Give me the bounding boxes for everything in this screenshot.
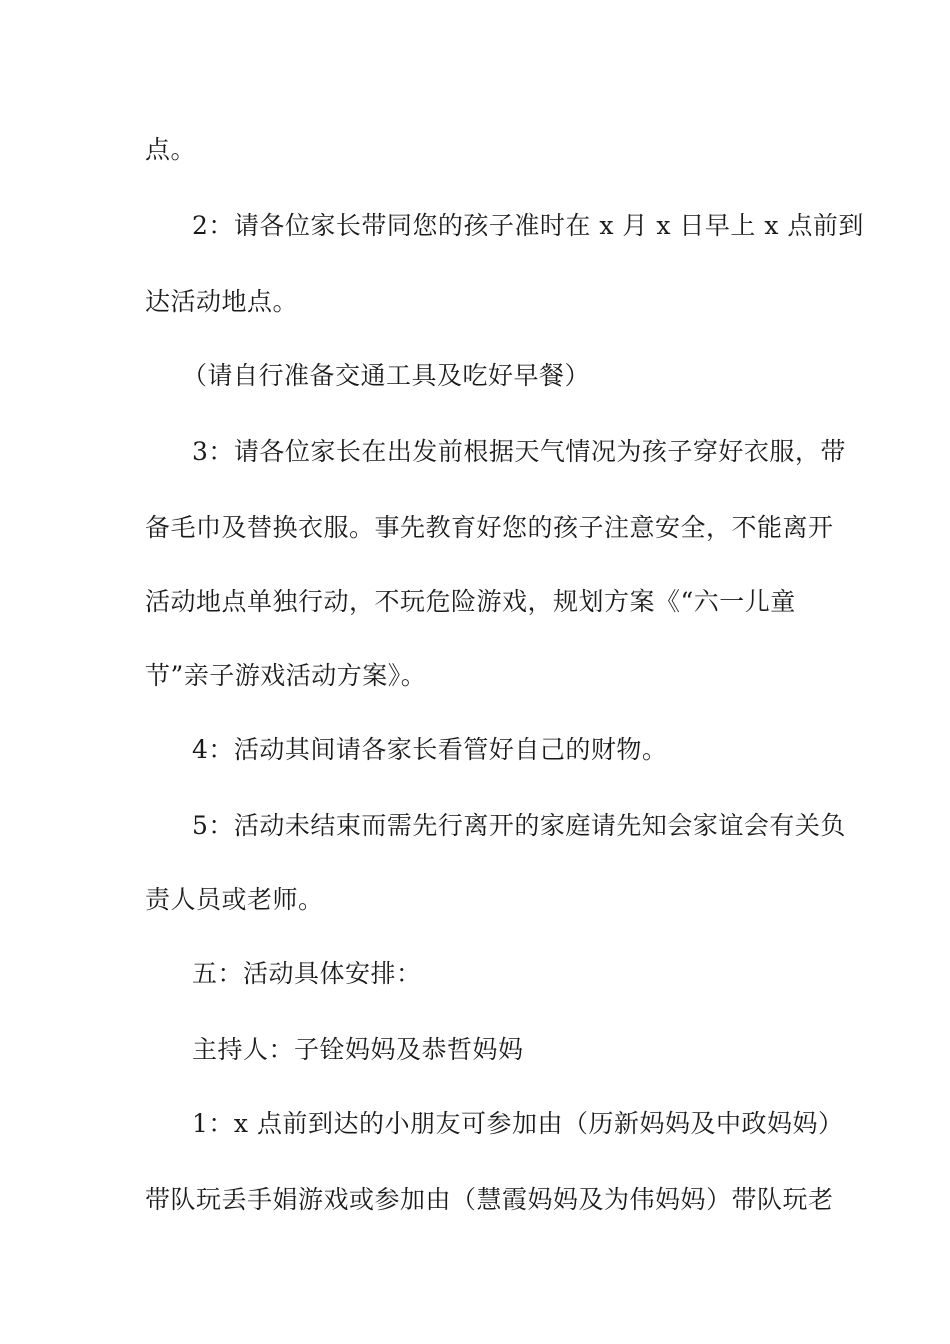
text-line: 主持人：子铨妈妈及恭哲妈妈: [192, 1035, 524, 1064]
text-line: 点。: [145, 135, 197, 164]
text-line: 2：请各位家长带同您的孩子准时在 x 月 x 日早上 x 点前到: [192, 211, 864, 240]
text-line: 节”亲子游戏活动方案》。: [145, 661, 427, 690]
section-heading: 五：活动具体安排：: [192, 959, 422, 988]
text-line: 责人员或老师。: [145, 885, 324, 914]
text-line: 带队玩丢手娟游戏或参加由（慧霞妈妈及为伟妈妈）带队玩老: [145, 1185, 834, 1214]
text-line: 4：活动其间请各家长看管好自己的财物。: [192, 735, 668, 764]
text-line: 5：活动未结束而需先行离开的家庭请先知会家谊会有关负: [192, 811, 846, 840]
text-line: 活动地点单独行动，不玩危险游戏，规划方案《“六一儿童: [145, 587, 796, 616]
text-line: 1：x 点前到达的小朋友可参加由（历新妈妈及中政妈妈）: [192, 1109, 844, 1138]
text-line: 备毛巾及替换衣服。事先教育好您的孩子注意安全，不能离开: [145, 513, 834, 542]
text-line: 3：请各位家长在出发前根据天气情况为孩子穿好衣服，带: [192, 437, 846, 466]
text-line: 达活动地点。: [145, 287, 299, 316]
text-line: （请自行准备交通工具及吃好早餐）: [182, 361, 591, 390]
